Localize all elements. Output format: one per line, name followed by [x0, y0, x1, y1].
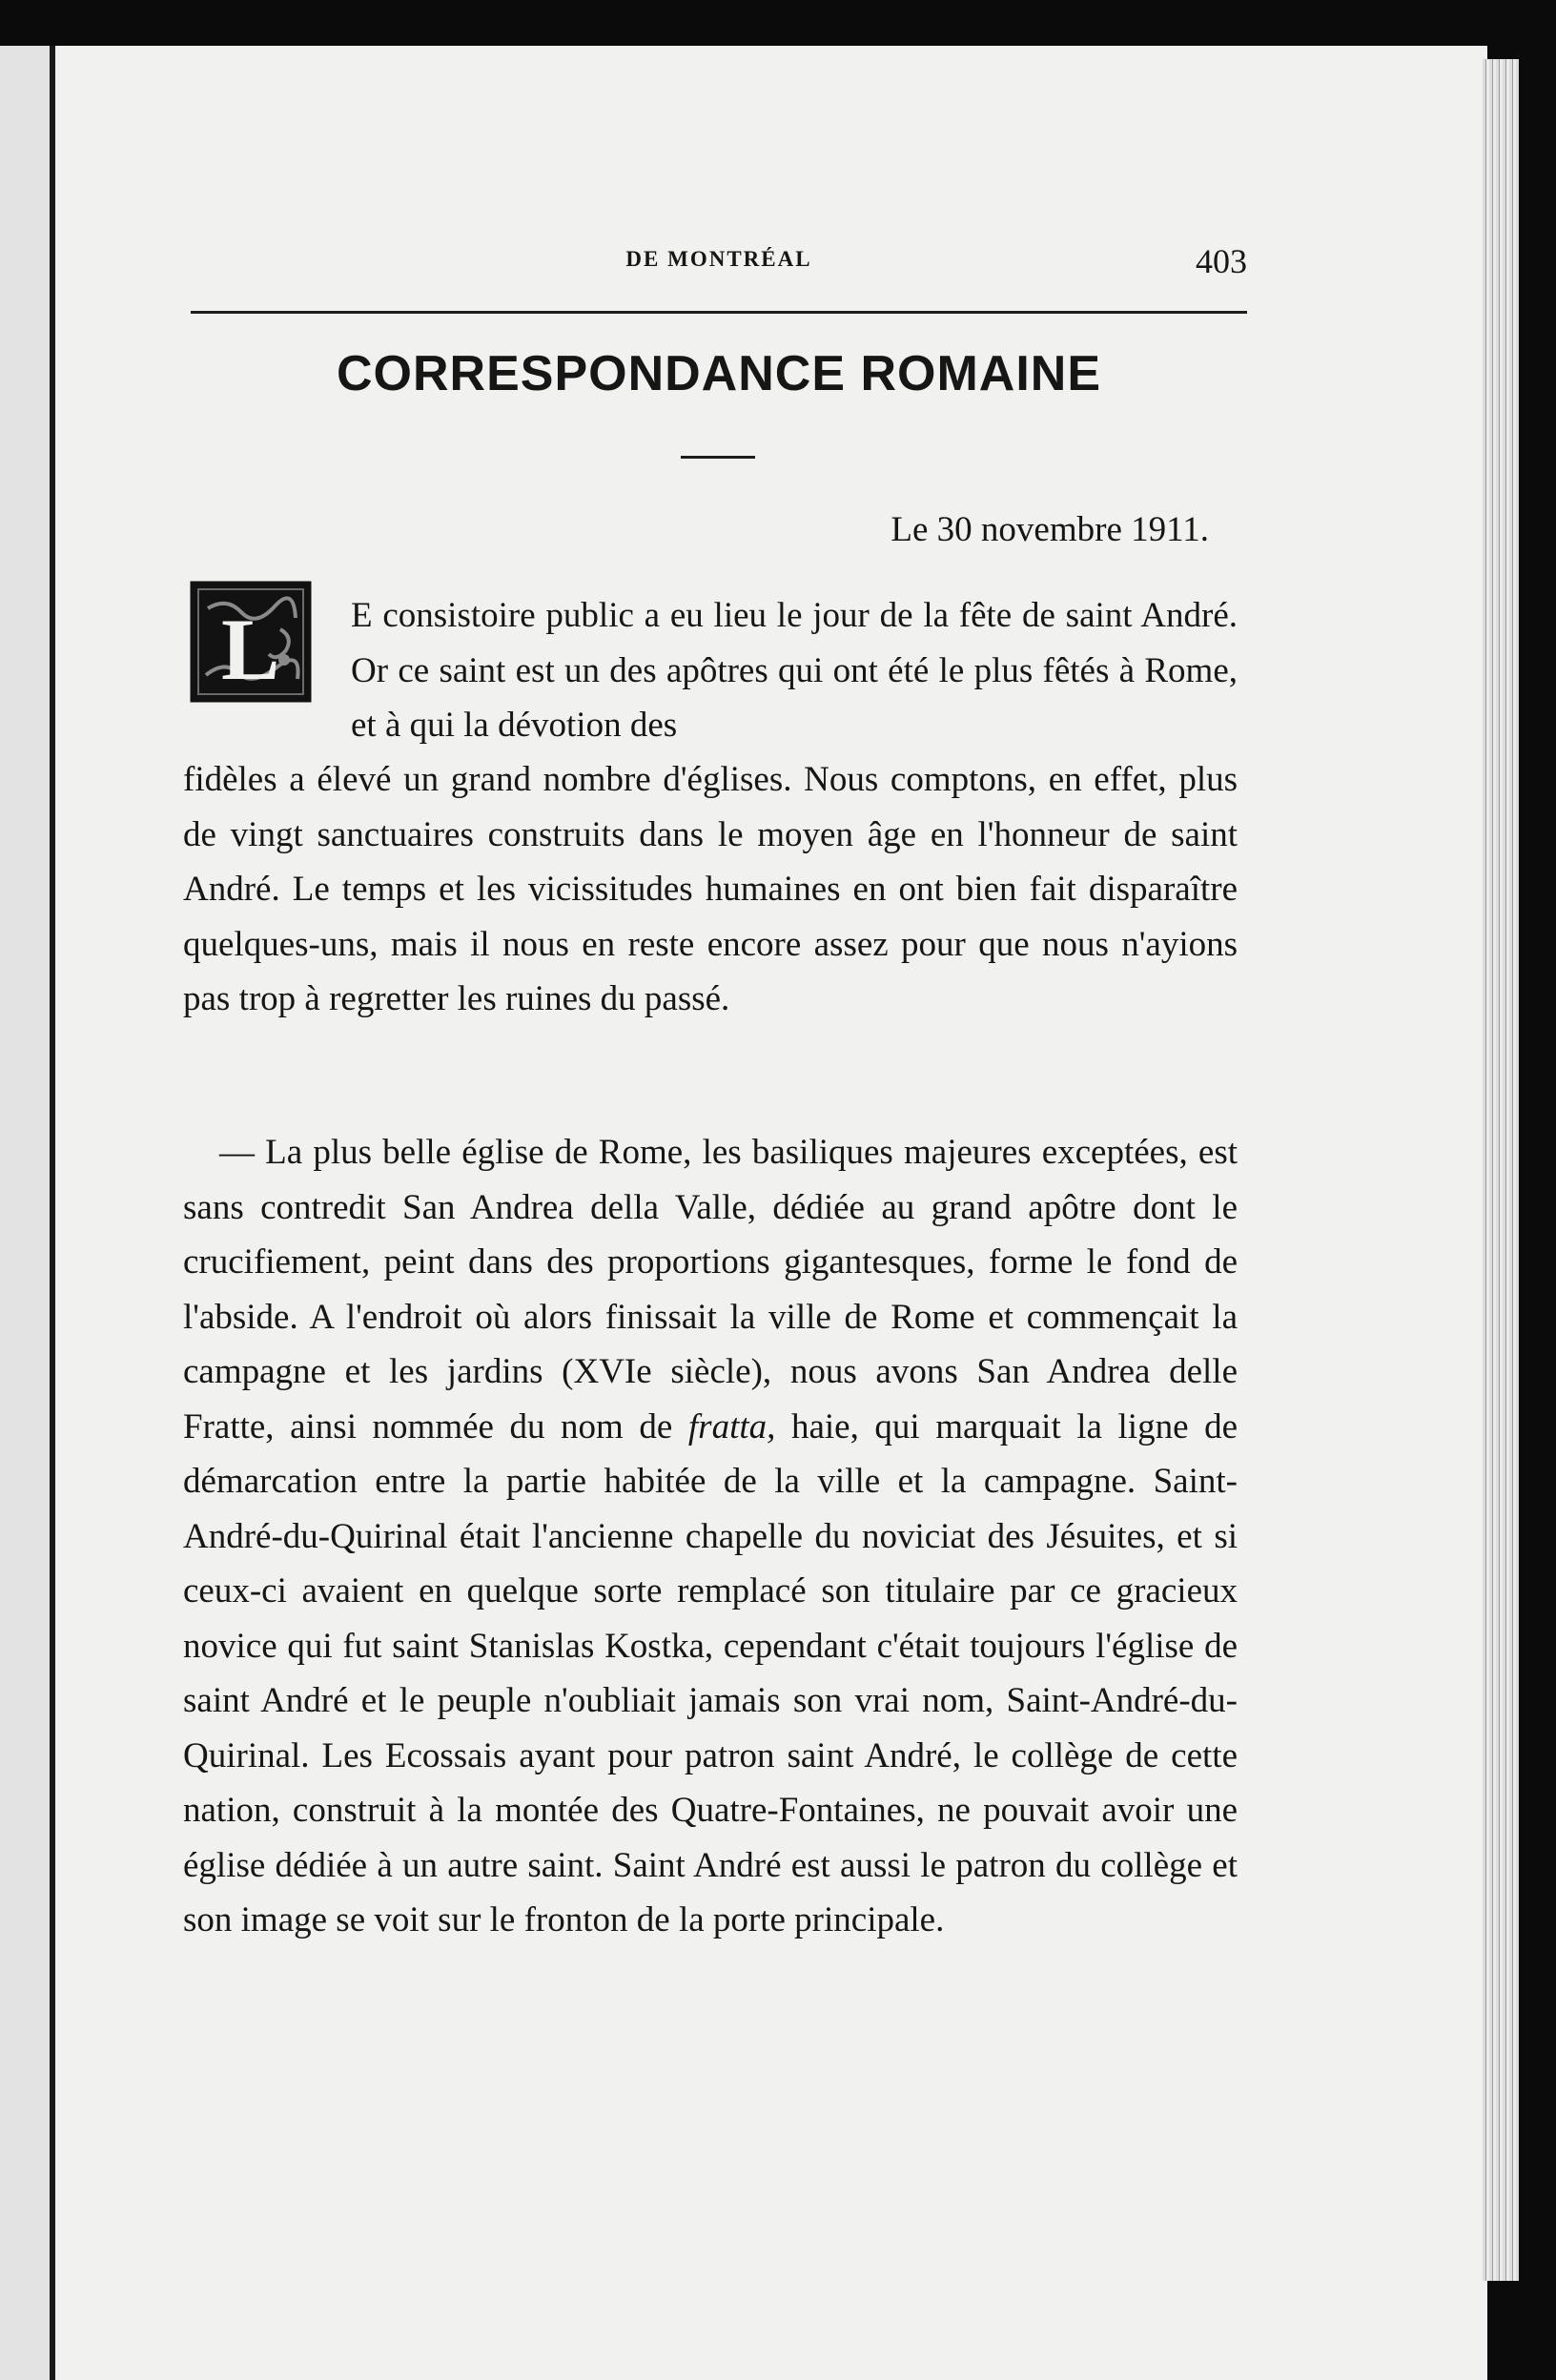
italic-term: fratta,: [687, 1406, 776, 1446]
page-stack-edges: [1483, 59, 1519, 2281]
dropcap-letter: L: [221, 601, 280, 698]
header-rule: [191, 311, 1247, 314]
title-rule: [681, 456, 755, 459]
adjacent-page-edge: [0, 46, 50, 2380]
page-number: 403: [1196, 242, 1247, 280]
article-title: CORRESPONDANCE ROMAINE: [336, 346, 1102, 401]
paragraph-2: [183, 1125, 1238, 1948]
dateline: Le 30 novembre 1911.: [891, 510, 1209, 549]
running-head: [191, 243, 1247, 281]
dropcap-ornament: [189, 580, 313, 704]
paragraph-2-part-b: haie, qui marquait la ligne de démarcation entre la partie habitée de la ville et la campagne. Saint-André-du-Quirinal était l'ancienne chapelle du noviciat des Jésuites, et si ceux-ci avaient en quelque sorte remplacé son titulaire par ce gracieux novice qui fut saint Stanislas Kostka, cependant c'était toujours l'église de saint André et le peuple n'oubliait jamais son vrai nom, Saint-André-du-Quirinal. Les Ecossais ayant pour patron saint André, le collège de cette nation, construit à la montée des Quatre-Fontaines, ne pouvait avoir une église dédiée à un autre saint. Saint André est aussi le patron du collège et son image se voit sur le fronton de la porte principale.: [183, 1406, 1238, 1939]
paragraph-1-lead: E consistoire public a eu lieu le jour de la fête de saint André. Or ce saint est un des apôtres qui ont été le plus fêtés à Rome, et à qui la dévotion des: [351, 596, 1238, 745]
running-head-title: DE MONTRÉAL: [625, 247, 812, 271]
paragraph-2-part-a: — La plus belle église de Rome, les basiliques majeures exceptées, est sans contredit San Andrea della Valle, dédiée au grand apôtre dont le crucifiement, peint dans des proportions gigantesques, forme le fond de l'abside. A l'endroit où alors finissait la ville de Rome et commençait la campagne et les jardins (XVIe siècle), nous avons San Andrea delle Fratte, ainsi nommée du nom de: [183, 1133, 1238, 1446]
paragraph-1-body: fidèles a élevé un grand nombre d'églises. Nous comptons, en effet, plus de vingt sanctuaires construits dans le moyen âge en l'honneur de saint André. Le temps et les vicissitudes humaines en ont bien fait disparaître quelques-uns, mais il nous en reste encore assez pour que nous n'ayions pas trop à regretter les ruines du passé.: [183, 760, 1238, 1018]
